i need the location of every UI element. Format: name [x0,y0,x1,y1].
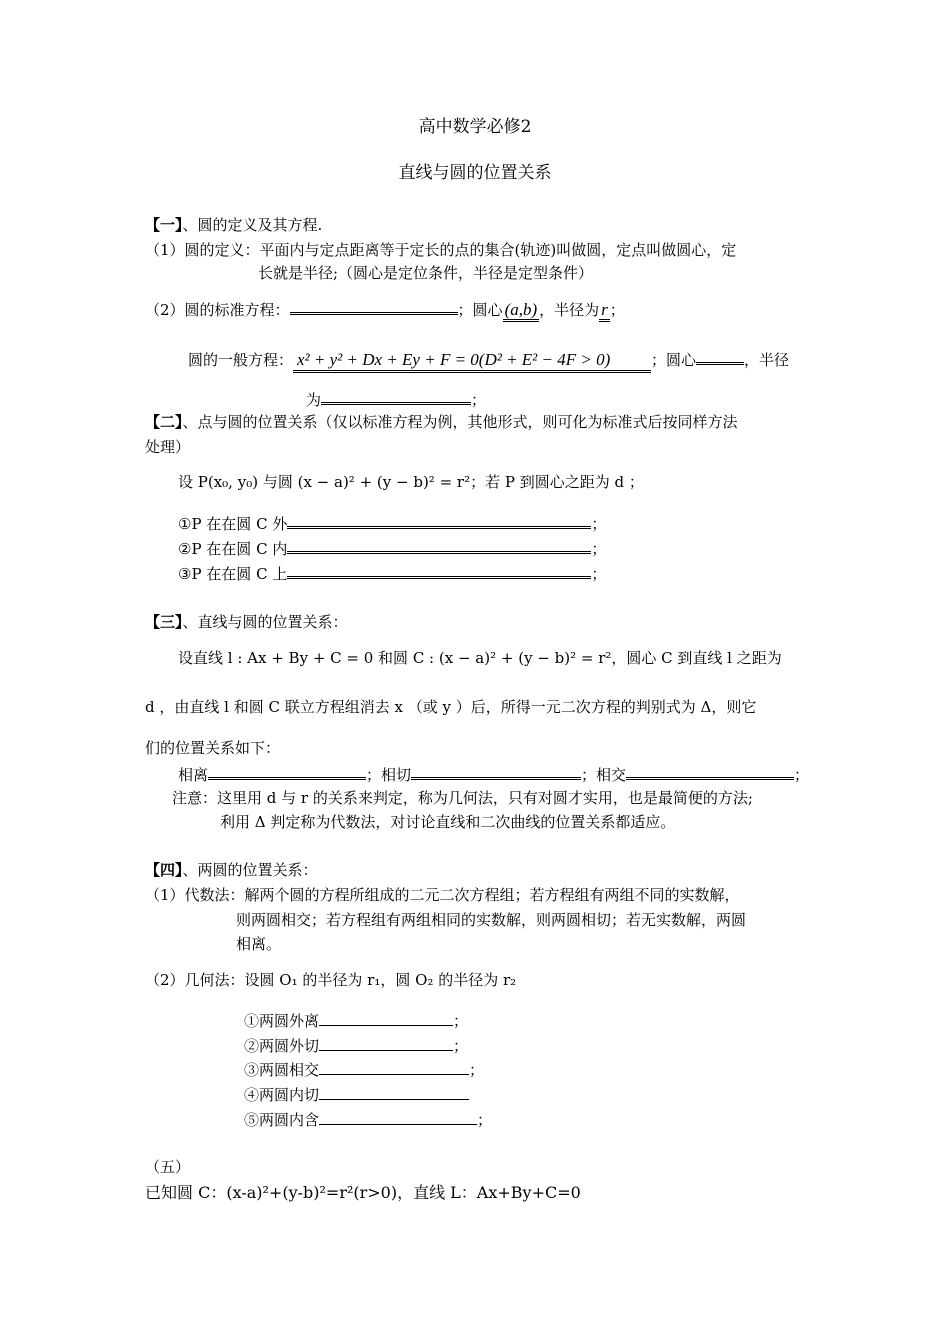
line-relations-row: 相离 ；相切 ；相交 ； [178,763,809,785]
general-equation: x² + y² + Dx + Ey + F = 0(D² + E² − 4F > 0) [293,350,651,373]
point-on-row: ③P 在在圆 C 上 ； [178,562,606,584]
circles-contained-blank[interactable] [319,1110,477,1125]
standard-equation-blank[interactable] [290,298,458,315]
circles-internal-tangent-row: ④两圆内切 [244,1085,469,1105]
algebraic-method-line2: 则两圆相交；若方程组有两组相同的实数解，则两圆相切；若无实数解，两圆 [236,911,747,929]
circles-external-tangent-row: ②两圆外切 ； [244,1037,469,1055]
section-4-heading: 【四】、两圆的位置关系： [145,861,318,879]
circles-intersect-row: ③两圆相交 ； [244,1061,485,1079]
page-title: 高中数学必修2 [418,117,532,137]
general-center-blank[interactable] [696,348,744,365]
standard-equation-row: （2）圆的标准方程： ；圆心 (a,b) ，半径为 r ； [145,298,625,320]
general-equation-row: 圆的一般方程： x² + y² + Dx + Ey + F = 0(D² + E² − 4F > 0) ；圆心 ，半径 [188,348,789,373]
circles-separate-blank[interactable] [319,1011,453,1026]
circle-definition-line2: 长就是半径;（圆心是定位条件，半径是定型条件） [258,264,594,282]
circles-contained-row: ⑤两圆内含 ； [244,1111,493,1129]
center-value: (a,b) [503,300,540,322]
point-inside-row: ②P 在在圆 C 内 ； [178,537,606,559]
point-on-blank[interactable] [287,562,591,579]
note-line2: 利用 Δ 判定称为代数法，对讨论直线和二次曲线的位置关系都适应。 [220,813,676,831]
note-line1: 注意：这里用 d 与 r 的关系来判定，称为几何法，只有对圆才实用，也是最简便的方法; [172,789,753,807]
section-2-heading-line2: 处理） [145,438,191,456]
general-radius-blank[interactable] [321,388,471,405]
section-5-heading: （五） [145,1158,191,1176]
point-circle-setup: 设 P(x₀, y₀) 与圆 (x − a)² + (y − b)² = r²；若 P 到圆心之距为 d ； [178,473,644,491]
circles-external-tangent-blank[interactable] [319,1036,453,1051]
algebraic-method-line1: （1）代数法：解两个圆的方程所组成的二元二次方程组；若方程组有两组不同的实数解， [145,886,740,904]
page-subtitle: 直线与圆的位置关系 [398,163,552,183]
circles-intersect-blank[interactable] [319,1060,469,1075]
point-outside-row: ①P 在在圆 C 外 ； [178,512,606,534]
radius-value: r [599,300,610,322]
line-circle-line3: 们的位置关系如下： [145,739,281,757]
intersect-blank[interactable] [626,763,794,780]
section-1-heading: 【一】、圆的定义及其方程. [145,216,323,234]
circles-separate-row: ①两圆外离 ； [244,1012,469,1030]
general-radius-row: 为 ； [306,388,486,410]
section-3-heading: 【三】、直线与圆的位置关系： [145,613,348,631]
separate-blank[interactable] [208,763,366,780]
line-circle-line1: 设直线 l : Ax + By + C = 0 和圆 C : (x − a)² + (y − b)² = r²，圆心 C 到直线 l 之距为 [178,649,782,667]
point-inside-blank[interactable] [287,537,591,554]
section-2-heading: 【二】、点与圆的位置关系（仅以标准方程为例，其他形式，则可化为标准式后按同样方法 [145,413,738,431]
point-outside-blank[interactable] [287,512,591,529]
algebraic-method-line3: 相离。 [236,935,282,953]
circles-internal-tangent-blank[interactable] [319,1085,469,1100]
geometric-method: （2）几何法：设圆 O₁ 的半径为 r₁，圆 O₂ 的半径为 r₂ [145,971,517,989]
circle-definition-line1: （1）圆的定义：平面内与定点距离等于定长的点的集合(轨迹)叫做圆，定点叫做圆心，定 [145,241,737,259]
section-5-line: 已知圆 C：(x-a)²+(y-b)²=r²(r>0)，直线 L：Ax+By+C=0 [145,1183,581,1202]
line-circle-line2: d ，由直线 l 和圆 C 联立方程组消去 x （或 y ）后，所得一元二次方程的判别式为 Δ，则它 [145,698,757,716]
tangent-blank[interactable] [411,763,581,780]
